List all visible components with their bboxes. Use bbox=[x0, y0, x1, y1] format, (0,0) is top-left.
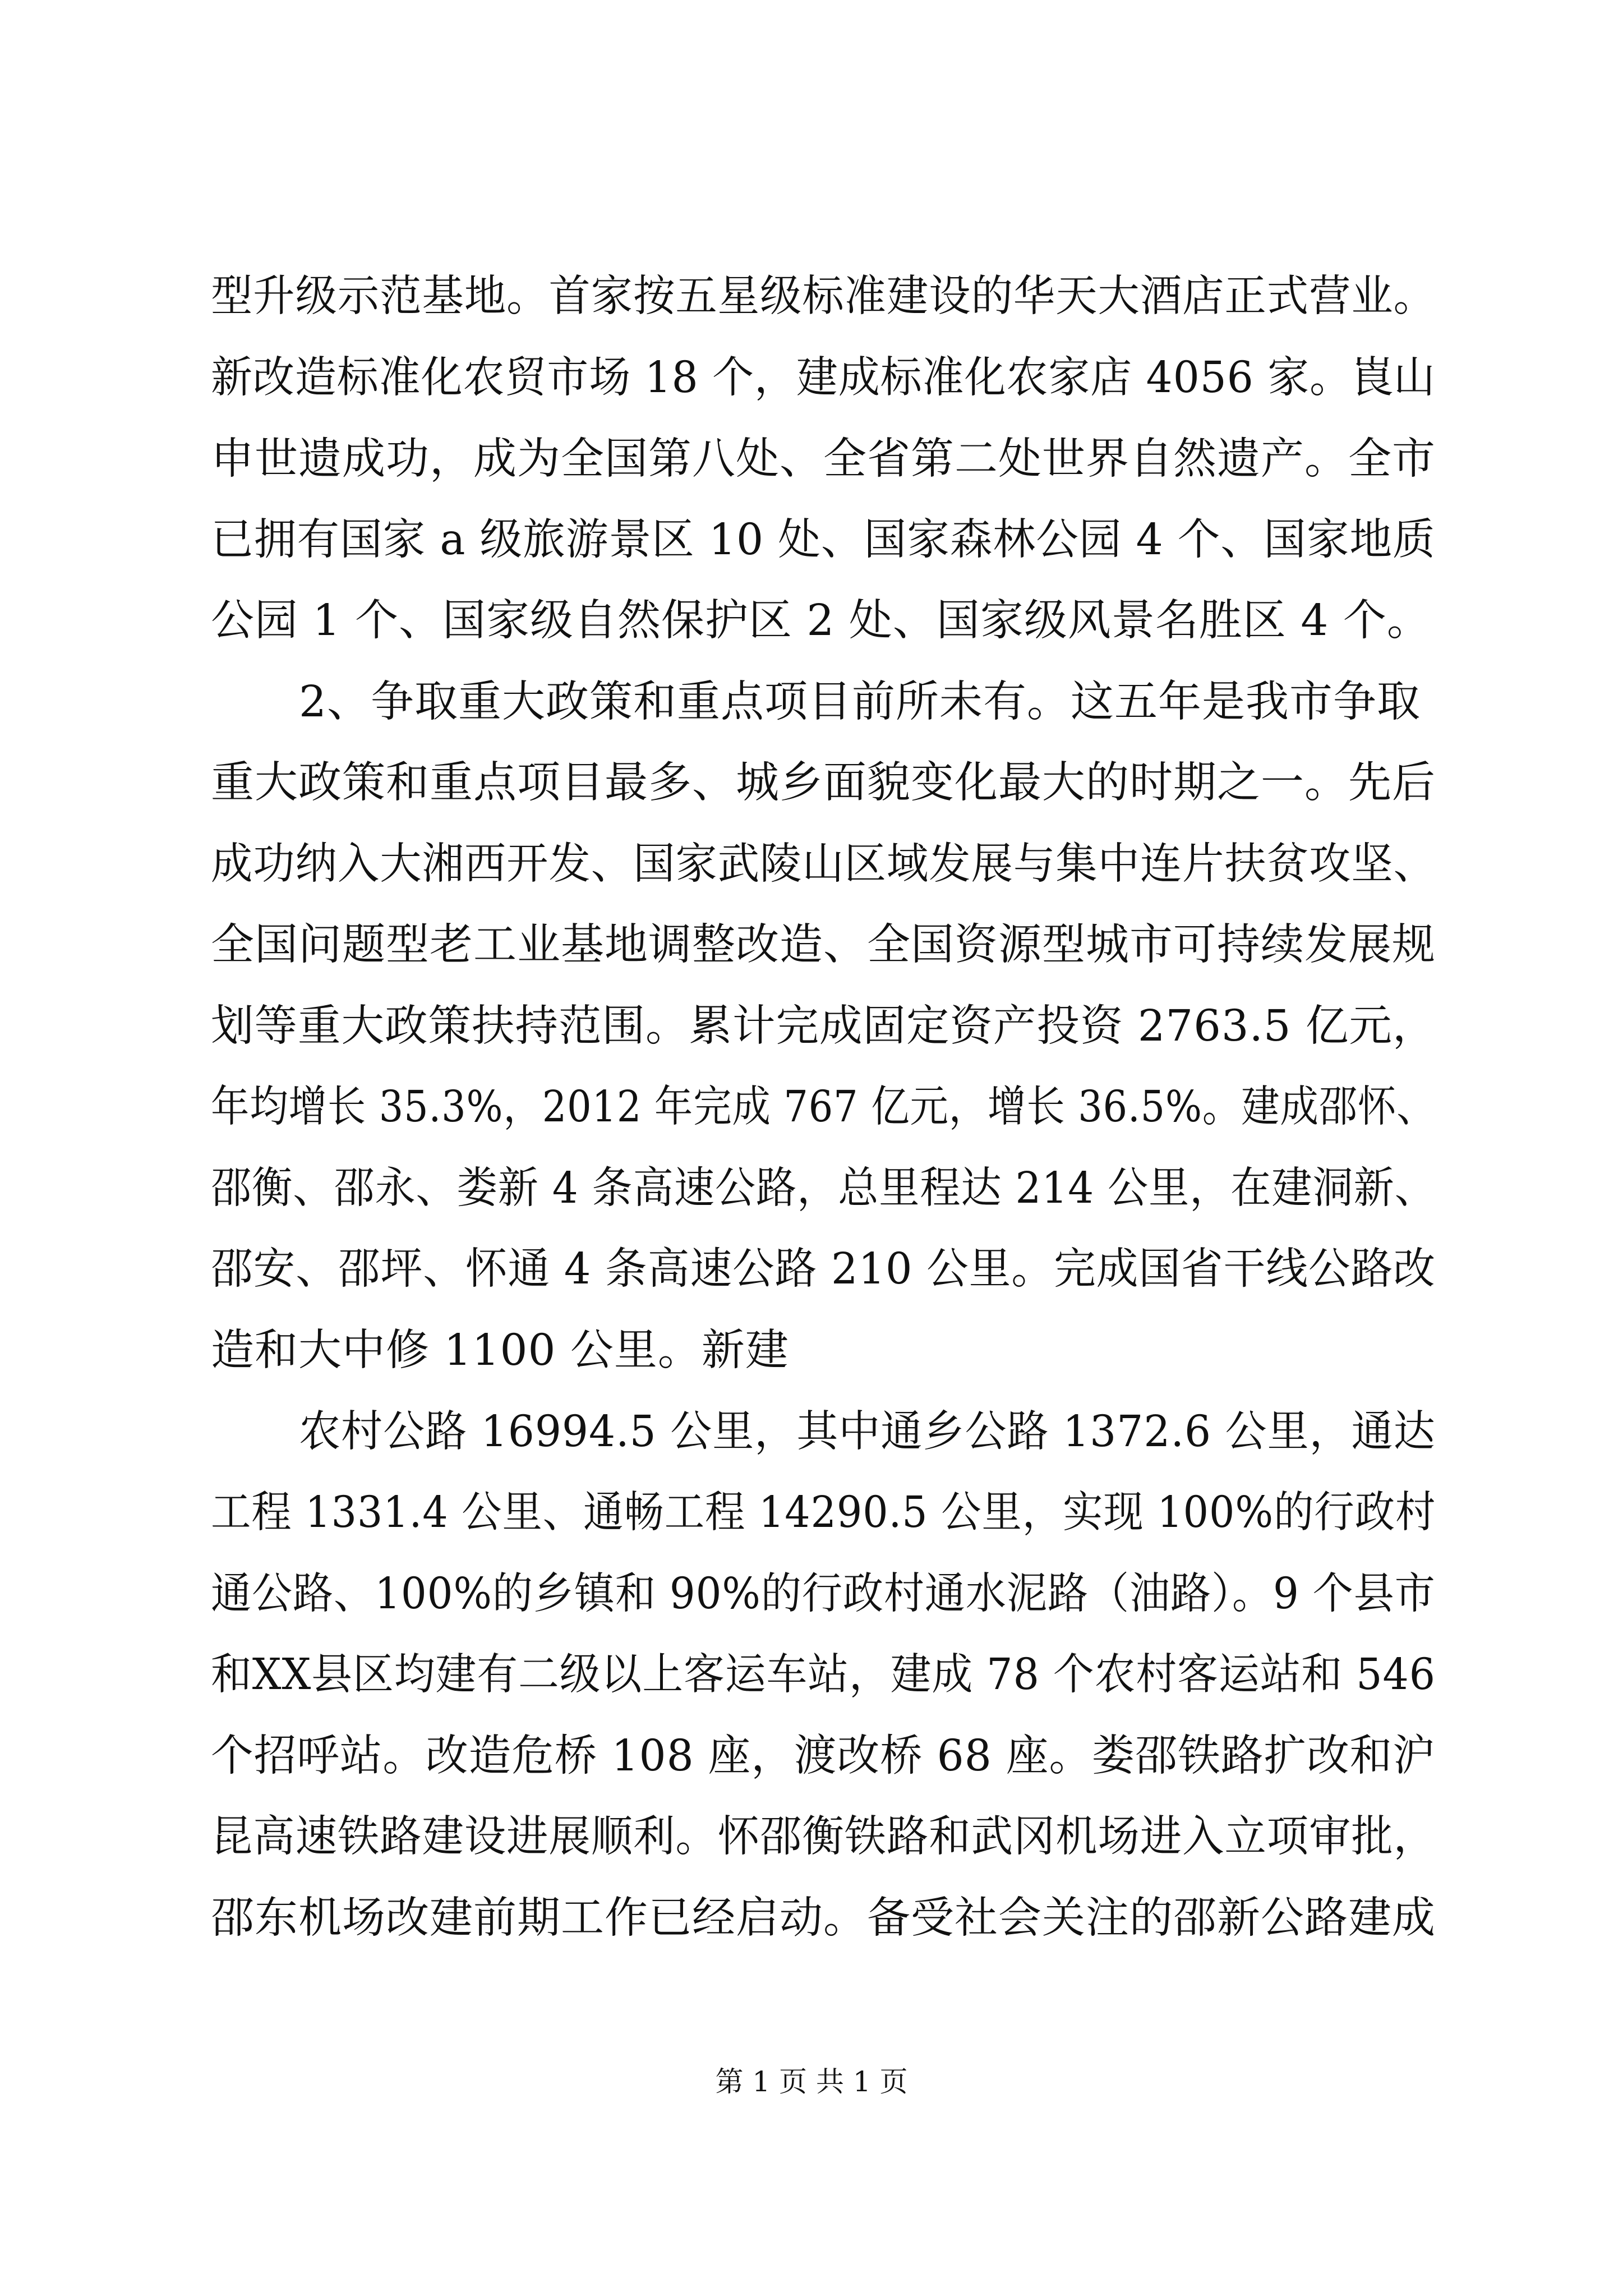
text-line: 造和大中修 1100 公里。新建 bbox=[211, 1326, 789, 1375]
text-line: 邵东机场改建前期工作已经启动。备受社会关注的邵新公路建成 bbox=[211, 1893, 1436, 1943]
text-line: 个招呼站。改造危桥 108 座，渡改桥 68 座。娄邵铁路扩改和沪 bbox=[211, 1731, 1436, 1781]
text-line: 邵衡、邵永、娄新 4 条高速公路，总里程达 214 公里，在建洞新、 bbox=[211, 1163, 1436, 1213]
text-line: 昆高速铁路建设进展顺利。怀邵衡铁路和武冈机场进入立项审批， bbox=[211, 1812, 1436, 1862]
text-line: 型升级示范基地。首家按五星级标准建设的华天大酒店正式营业。 bbox=[211, 272, 1436, 321]
text-line: 成功纳入大湘西开发、国家武陵山区域发展与集中连片扶贫攻坚、 bbox=[211, 839, 1436, 889]
text-line: 通公路、100%的乡镇和 90%的行政村通水泥路（油路）。9 个县市 bbox=[211, 1569, 1436, 1619]
text-line: 和XX县区均建有二级以上客运车站，建成 78 个农村客运站和 546 bbox=[211, 1650, 1436, 1700]
text-line: 申世遗成功，成为全国第八处、全省第二处世界自然遗产。全市 bbox=[211, 434, 1436, 484]
paragraph-start-line: 农村公路 16994.5 公里，其中通乡公路 1372.6 公里，通达 bbox=[299, 1407, 1436, 1457]
text-line: 重大政策和重点项目最多、城乡面貌变化最大的时期之一。先后 bbox=[211, 758, 1436, 808]
text-line: 邵安、邵坪、怀通 4 条高速公路 210 公里。完成国省干线公路改 bbox=[211, 1244, 1436, 1294]
paragraph-start-line: 2、争取重大政策和重点项目前所未有。这五年是我市争取 bbox=[299, 677, 1421, 727]
text-line: 新改造标准化农贸市场 18 个，建成标准化农家店 4056 家。崀山 bbox=[211, 353, 1436, 403]
text-line: 划等重大政策扶持范围。累计完成固定资产投资 2763.5 亿元， bbox=[211, 1001, 1436, 1051]
text-line: 年均增长 35.3%，2012 年完成 767 亿元，增长 36.5%。建成邵怀、 bbox=[211, 1082, 1436, 1132]
text-line: 全国问题型老工业基地调整改造、全国资源型城市可持续发展规 bbox=[211, 920, 1436, 970]
text-line: 工程 1331.4 公里、通畅工程 14290.5 公里，实现 100%的行政村 bbox=[211, 1488, 1436, 1538]
page-footer: 第 1 页 共 1 页 bbox=[715, 2065, 908, 2098]
text-line: 已拥有国家 a 级旅游景区 10 处、国家森林公园 4 个、国家地质 bbox=[211, 515, 1436, 565]
text-line: 公园 1 个、国家级自然保护区 2 处、国家级风景名胜区 4 个。 bbox=[211, 596, 1431, 646]
